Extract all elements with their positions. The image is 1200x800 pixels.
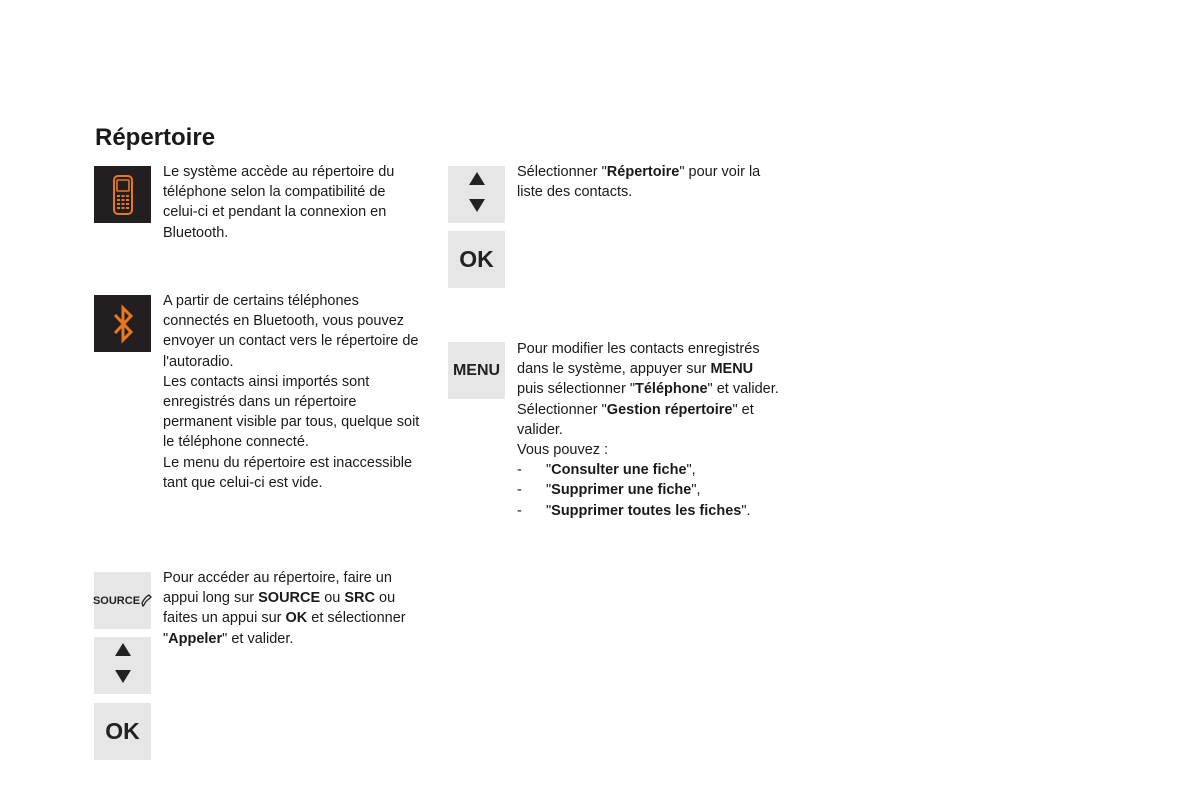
ok-label: OK [459, 246, 494, 272]
source-button[interactable] [94, 572, 151, 629]
arrow-up-icon [115, 643, 131, 661]
ok-button[interactable] [448, 231, 505, 288]
list-item: - "Supprimer toutes les fiches". [517, 502, 751, 519]
list-item: - "Supprimer une fiche", [517, 482, 701, 499]
left-block-1: Le système accède au répertoire du téléphone selon la compatibilité de celui-ci et pendant la connexion en Bluetooth. [163, 164, 395, 241]
ok-button[interactable] [94, 703, 151, 760]
menu-button[interactable] [448, 342, 505, 399]
up-down-arrows-button[interactable] [94, 637, 151, 694]
right-block-2: Pour modifier les contacts enregistrés dans le système, appuyer sur MENU puis sélectionner "Téléphone" et valider. Sélectionner "Gestion répertoire" et valider. Vous pouvez : - "Consulter une fiche", - "Supprimer une fiche", - "Supprimer toutes les fiches". [517, 339, 779, 521]
arrow-down-icon [469, 199, 485, 217]
left-block-3: Pour accéder au répertoire, faire un appui long sur SOURCE ou SRC ou faites un appui sur OK et sélectionner "Appeler" et valider. [163, 570, 406, 647]
source-label: SOURCE [92, 594, 141, 607]
list-item: - "Consulter une fiche", [517, 462, 696, 479]
left-block-2: A partir de certains téléphones connectés en Bluetooth, vous pouvez envoyer un contact vers le répertoire de l'autoradio. Les contacts ainsi importés sont enregistrés dans un répertoire permanent visible par tous, quelque soit le téléphone connecté. Le menu du répertoire est inaccessible tant que celui-ci est vide. [163, 293, 420, 491]
bluetooth-icon [94, 295, 151, 352]
menu-label: MENU [452, 361, 501, 379]
phone-handset-icon [141, 594, 152, 607]
mobile-phone-icon [94, 166, 151, 223]
arrow-up-icon [469, 172, 485, 190]
up-down-arrows-button[interactable] [448, 166, 505, 223]
arrow-down-icon [115, 670, 131, 688]
ok-label: OK [105, 718, 140, 744]
page-title: Répertoire [95, 124, 216, 151]
right-block-1: Sélectionner "Répertoire" pour voir la liste des contacts. [517, 164, 761, 201]
